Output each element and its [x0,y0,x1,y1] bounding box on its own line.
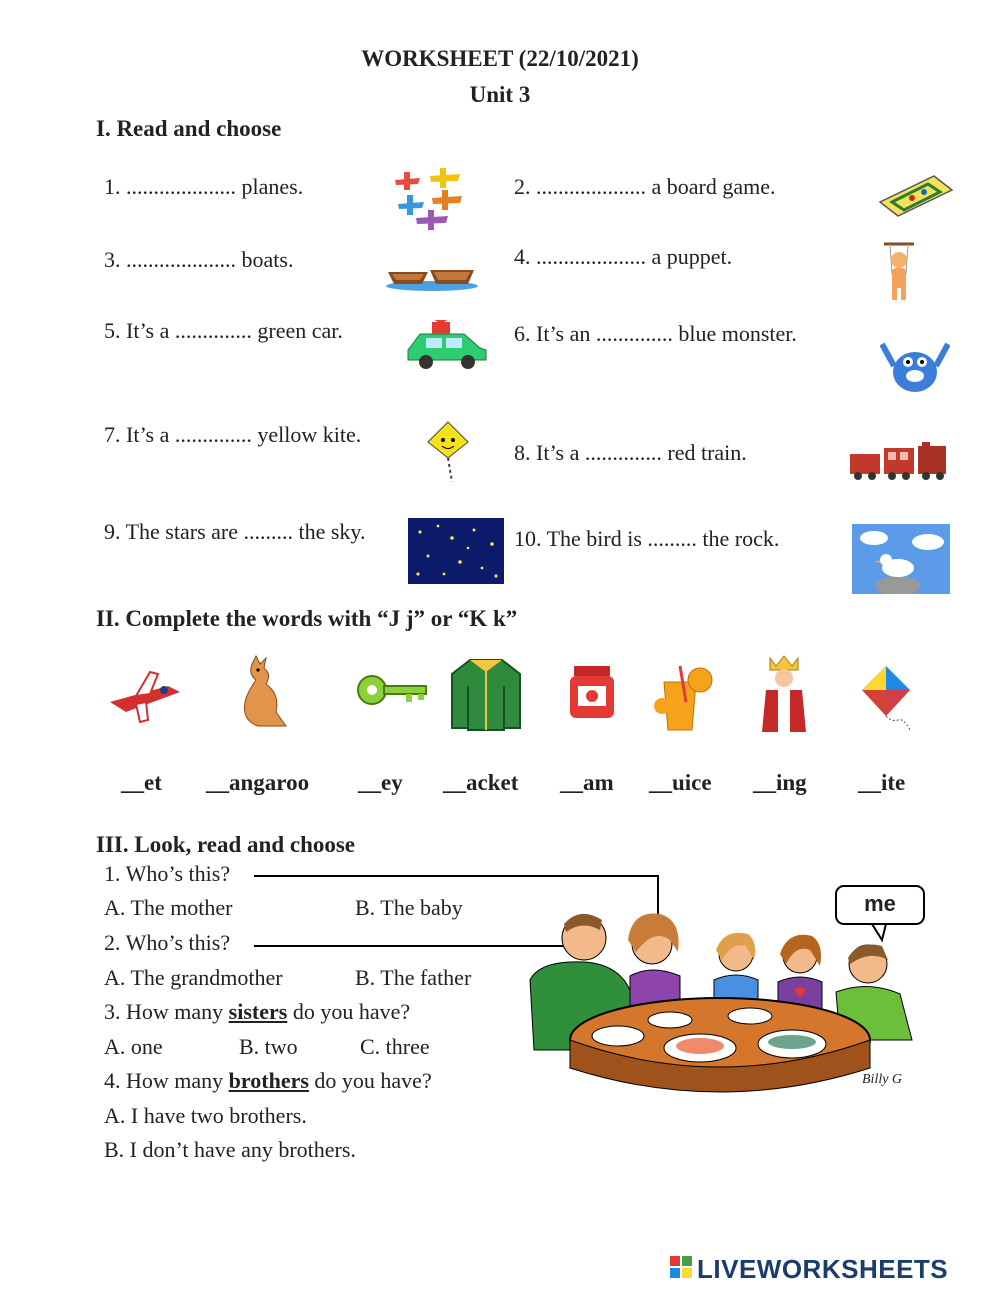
s3-question-3: 3. How many sisters do you have? [104,999,411,1024]
word-brothers: brothers [228,1068,309,1093]
jacket-icon [448,656,524,734]
s3-q2-option-b: B. The father [355,965,472,990]
s3-q4-option-a: A. I have two brothers. [104,1103,307,1128]
jam-jar-icon [566,664,618,720]
liveworksheets-brand: LIVEWORKSHEETS [697,1254,949,1284]
s1-item-7: 7. It’s a .............. yellow kite. [104,422,362,447]
key-icon [356,672,430,708]
word-kite: __ite [858,770,906,795]
word-juice: __uice [649,770,712,795]
unit-title: Unit 3 [469,82,531,107]
s1-item-6: 6. It’s an .............. blue monster. [514,321,797,346]
section-2-heading: II. Complete the words with “J j” or “K k” [96,606,518,631]
s3-q3-option-b: B. two [239,1034,298,1059]
section-3-heading: III. Look, read and choose [96,832,356,857]
s3-q4-option-b: B. I don’t have any brothers. [104,1137,356,1162]
yellow-kite-icon [426,420,472,484]
liveworksheets-logo-icon [670,1256,694,1282]
speech-bubble-text: me [864,891,896,916]
puppet-icon [880,240,918,304]
toy-planes-icon [390,168,470,230]
juice-glass-icon [650,662,716,734]
s1-item-1: 1. .................... planes. [104,174,304,199]
s1-item-2: 2. .................... a board game. [514,174,776,199]
illustration-signature: Billy G [862,1072,903,1087]
s3-q1-option-a: A. The mother [104,895,233,920]
king-icon [758,654,810,734]
word-jet: __et [121,770,162,795]
kangaroo-icon [232,654,292,730]
bird-on-rock-image [852,524,950,594]
s3-q3-option-c: C. three [360,1034,430,1059]
word-jacket: __acket [443,770,519,795]
s1-item-3: 3. .................... boats. [104,247,294,272]
section-1-heading: I. Read and choose [96,116,282,141]
s1-item-4: 4. .................... a puppet. [514,244,733,269]
word-king: __ing [753,770,807,795]
starry-sky-image [408,518,504,584]
red-train-icon [848,442,950,482]
s3-question-2: 2. Who’s this? [104,930,231,955]
toy-boats-icon [384,258,480,292]
blue-monster-icon [880,336,950,396]
s3-q1-option-b: B. The baby [355,895,463,920]
s1-item-5: 5. It’s a .............. green car. [104,318,343,343]
board-game-icon [878,172,954,218]
word-sisters: sisters [228,999,288,1024]
s1-item-8: 8. It’s a .............. red train. [514,440,747,465]
word-key: __ey [358,770,403,795]
kite-icon [860,664,912,734]
word-jam: __am [560,770,614,795]
green-car-icon [404,320,490,370]
s1-item-9: 9. The stars are ......... the sky. [104,519,366,544]
worksheet-title: WORKSHEET (22/10/2021) [361,46,639,71]
s3-q3-option-a: A. one [104,1034,163,1059]
s3-question-1: 1. Who’s this? [104,861,231,886]
s3-question-4: 4. How many brothers do you have? [104,1068,432,1093]
jet-icon [106,664,184,724]
s3-q2-option-a: A. The grandmother [104,965,283,990]
s1-item-10: 10. The bird is ......... the rock. [514,526,780,551]
word-kangaroo: __angaroo [206,770,310,795]
